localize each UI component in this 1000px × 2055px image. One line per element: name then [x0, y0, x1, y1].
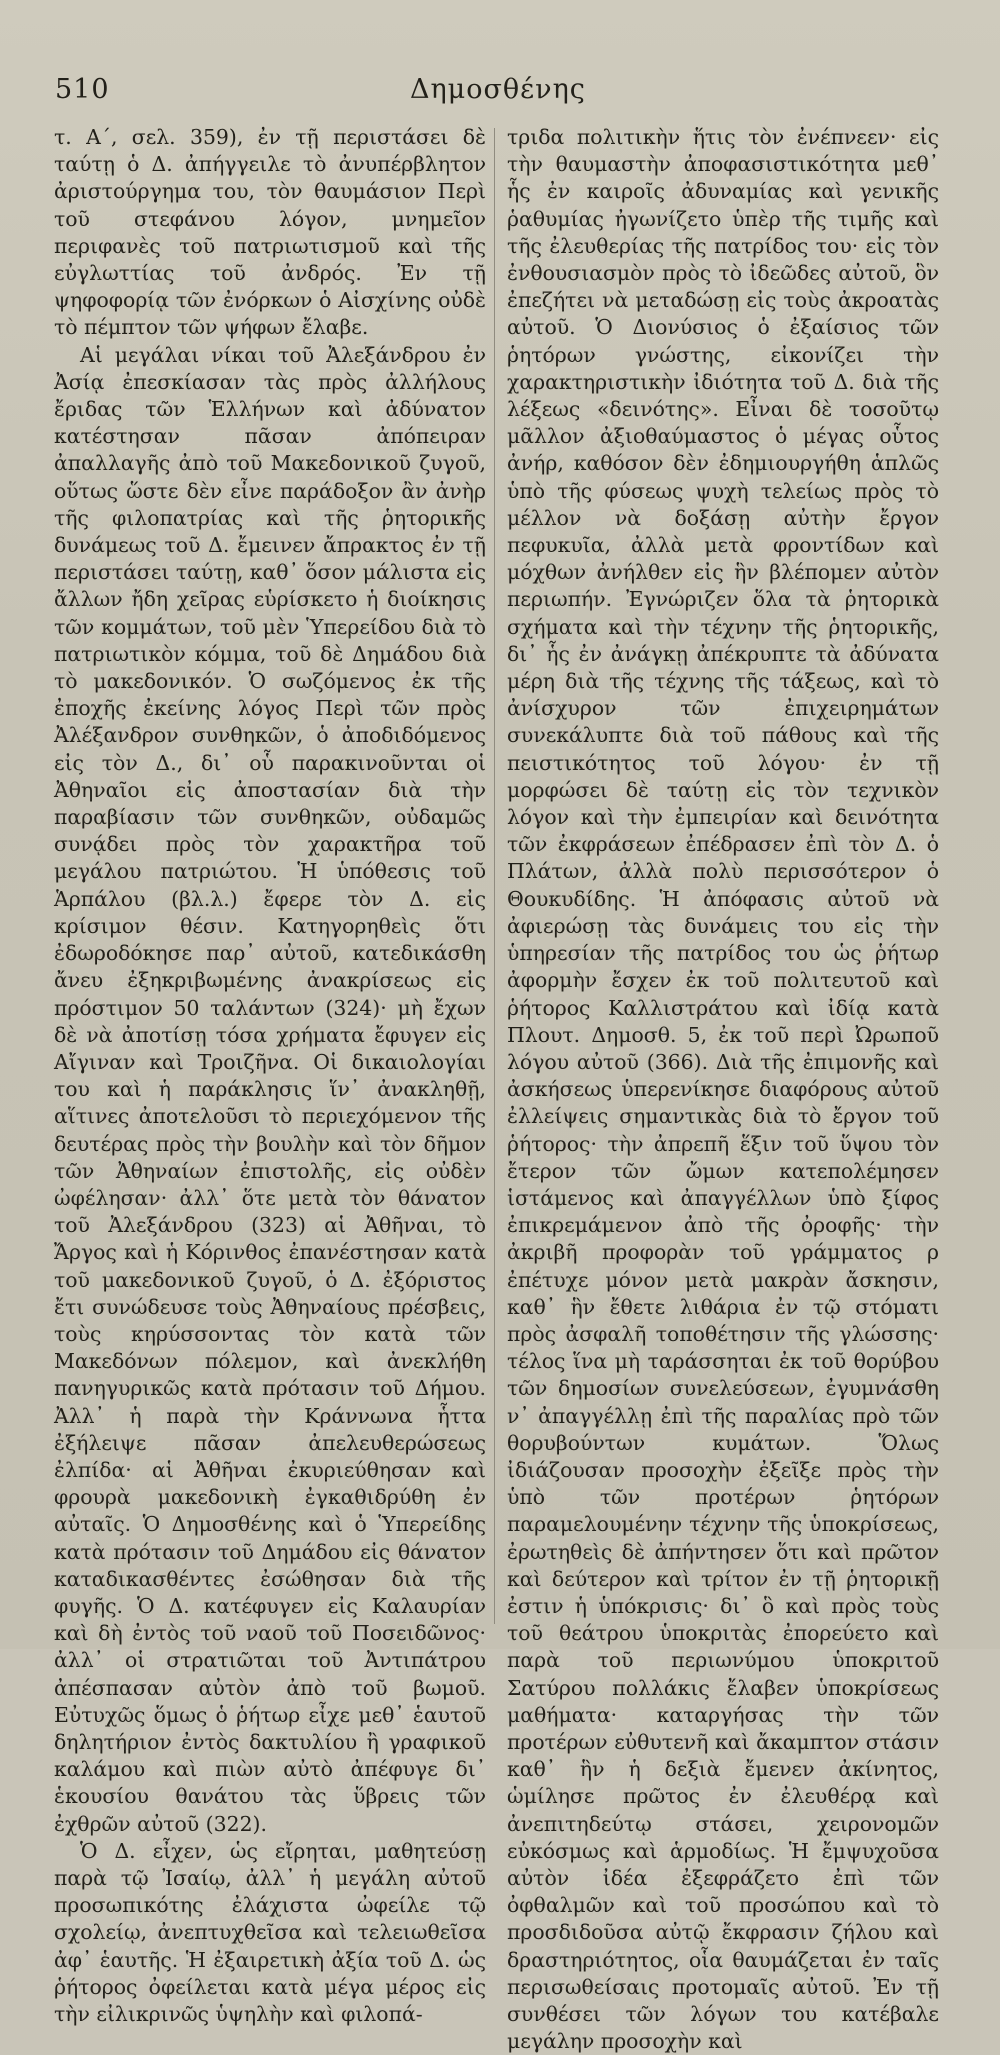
paragraph: τ. Α΄, σελ. 359), ἐν τῇ περιστάσει δὲ ταύτῃ ὁ Δ. ἀπήγγειλε τὸ ἀνυπέρβλητον ἀριστούργημα του, τὸν θαυμάσιον Περὶ τοῦ στεφάνου λόγον, μνημεῖον περιφανὲς τοῦ πατριωτισμοῦ καὶ τῆς εὐγλωττίας τοῦ ἀνδρός. Ἐν τῇ ψηφοφορίᾳ τῶν ἐνόρκων ὁ Αἰσχίνης οὐδὲ τὸ πέμπτον τῶν ψήφων ἔλαβε.	[54, 125, 486, 340]
paragraph: Ὁ Δ. εἶχεν, ὡς εἴρηται, μαθητεύσῃ παρὰ τῷ Ἰσαίῳ, ἀλλ᾽ ἡ μεγάλη αὐτοῦ προσωπικότης ἐλάχιστα ὠφείλε τῷ σχολείῳ, ἀνεπτυχθεῖσα καὶ τελειωθεῖσα ἀφ᾽ ἑαυτῆς. Ἡ ἐξαιρετικὴ ἀξία τοῦ Δ. ὡς ῥήτορος ὀφείλεται κατὰ μέγα μέρος εἰς τὴν εἰλικρινῶς ὑψηλὴν καὶ φιλοπά-	[54, 1838, 486, 2027]
page-header	[40, 66, 980, 110]
paragraph: τριδα πολιτικὴν ἥτις τὸν ἐνέπνεεν· εἰς τὴν θαυμαστὴν ἀποφασιστικότητα μεθ᾽ ἧς ἐν καιροῖς ἀδυναμίας καὶ γενικῆς ῥαθυμίας ἠγωνίζετο ὑπὲρ τῆς τιμῆς καὶ τῆς ἐλευθερίας τῆς πατρίδος του· εἰς τὸν ἐνθουσιασμὸν πρὸς τὸ ἰδεῶδες αὐτοῦ, ὃν ἐπεζήτει νὰ μεταδώσῃ εἰς τοὺς ἀκροατὰς αὐτοῦ. Ὁ Διονύσιος ὁ ἐξαίσιος τῶν ῥητόρων γνώστης, εἰκονίζει τὴν χαρακτηριστικὴν ἰδιότητα τοῦ Δ. διὰ τῆς λέξεως «δεινότης». Εἶναι δὲ τοσοῦτῳ μᾶλλον ἀξιοθαύμαστος ὁ μέγας οὗτος ἀνήρ, καθόσον δὲν ἐδημιουργήθη ἁπλῶς ὑπὸ τῆς φύσεως ψυχὴ τελείως πρὸς τὸ μέλλον νὰ δοξάσῃ αὐτὴν ἔργον πεφυκυῖα, ἀλλὰ μετὰ φροντίδων καὶ μόχθων ἀνήλθεν εἰς ἣν βλέπομεν αὐτὸν περιωπήν. Ἐγνώριζεν ὅλα τὰ ῥητορικὰ σχήματα καὶ τὴν τέχνην τῆς ῥητορικῆς, δι᾽ ἧς ἐν ἀνάγκῃ ἀπέκρυπτε τὰ ἀδύνατα μέρη διὰ τῆς τέχνης τῆς τάξεως, καὶ τὸ ἀνίσχυρον τῶν ἐπιχειρημάτων συνεκάλυπτε διὰ τοῦ πάθους καὶ τῆς πειστικότητος τοῦ λόγου· ἐν τῇ μορφώσει δὲ ταύτῃ εἰς τὸν τεχνικὸν λόγον καὶ τὴν ἐμπειρίαν καὶ δεινότητα τῶν ἐκφράσεων ἐπέδρασεν ἐπὶ τὸν Δ. ὁ Πλάτων, ἀλλὰ πολὺ περισσότερον ὁ Θουκυδίδης. Ἡ ἀπόφασις αὐτοῦ νὰ ἀφιερώσῃ τὰς δυνάμεις του εἰς τὴν ὑπηρεσίαν τῆς πατρίδος του ὡς ῥήτωρ ἀφορμὴν ἔσχεν ἐκ τοῦ πολιτευτοῦ καὶ ῥήτορος Καλλιστράτου καὶ ἰδίᾳ κατὰ Πλουτ. Δημοσθ. 5, ἐκ τοῦ περὶ Ὠρωποῦ λόγου αὐτοῦ (366). Διὰ τῆς ἐπιμονῆς καὶ ἀσκήσεως ὑπερενίκησε διαφόρους αὐτοῦ ἐλλείψεις σημαντικὰς διὰ τὸ ἔργον τοῦ ῥήτορος· τὴν ἀπρεπῆ ἕξιν τοῦ ὕψου τὸν ἔτερον τῶν ὤμων κατεπολέμησεν ἱστάμενος καὶ ἀπαγγέλλων ὑπὸ ξίφος ἐπικρεμάμενον ἀπὸ τῆς ὀροφῆς· τὴν ἀκριβῆ προφορὰν τοῦ γράμματος ρ ἐπέτυχε μόνον μετὰ μακρὰν ἄσκησιν, καθ᾽ ἣν ἔθετε λιθάρια ἐν τῷ στόματι πρὸς ἀσφαλῆ τοποθέτησιν τῆς γλώσσης· τέλος ἵνα μὴ ταράσσηται ἐκ τοῦ θορύβου τῶν δημοσίων συνελεύσεων, ἐγυμνάσθη ν᾽ ἀπαγγέλλῃ ἐπὶ τῆς παραλίας πρὸ τῶν θορυβούντων κυμάτων. Ὅλως ἰδιάζουσαν προσοχὴν ἐξεῖξε πρὸς τὴν ὑπὸ τῶν προτέρων ῥητόρων παραμελουμένην τέχνην τῆς ὑποκρίσεως, ἐρωτηθεὶς δὲ ἀπήντησεν ὅτι καὶ πρῶτον καὶ δεύτερον καὶ τρίτον ἐν τῇ ῥητορικῇ ἐστιν ἡ ὑπόκρισις· δι᾽ ὃ καὶ πρὸς τοὺς τοῦ θεάτρου ὑποκριτὰς ἐπορεύετο καὶ παρὰ τοῦ περιωνύμου ὑποκριτοῦ Σατύρου πολλάκις ἔλαβεν ὑποκρίσεως μαθήματα· καταργήσας τὴν τῶν προτέρων εὐθυτενῆ καὶ ἄκαμπτον στάσιν καθ᾽ ἣν ἡ δεξιὰ ἔμενεν ἀκίνητος, ὡμίλησε πρῶτος ἐν ἐλευθέρᾳ καὶ ἀνεπιτηδεύτῳ στάσει, χειρονομῶν εὐκόσμως καὶ ἁρμοδίως. Ἡ ἔμψυχοῦσα αὐτὸν ἰδέα ἐξεφράζετο ἐπὶ τῶν ὀφθαλμῶν καὶ τοῦ προσώπου καὶ τὸ προσδιδοῦσα αὐτῷ ἔκφρασιν ζήλου καὶ δραστηριότητος, οἷα θαυμάζεται ἐν ταῖς περισωθείσαις προτομαῖς αὐτοῦ. Ἐν τῇ συνθέσει τῶν λόγων του κατέβαλε μεγάλην προσοχὴν καὶ	[507, 125, 939, 2054]
paragraph: Αἱ μεγάλαι νίκαι τοῦ Ἀλεξάνδρου ἐν Ἀσίᾳ ἐπεσκίασαν τὰς πρὸς ἀλλήλους ἔριδας τῶν Ἑλλήνων καὶ ἀδύνατον κατέστησαν πᾶσαν ἀπόπειραν ἀπαλλαγῆς ἀπὸ τοῦ Μακεδονικοῦ ζυγοῦ, οὕτως ὥστε δὲν εἶνε παράδοξον ἂν ἀνὴρ τῆς φιλοπατρίας καὶ τῆς ῥητορικῆς δυνάμεως τοῦ Δ. ἔμεινεν ἄπρακτος ἐν τῇ περιστάσει ταύτῃ, καθ᾽ ὅσον μάλιστα εἰς ἄλλων ἤδη χεῖρας εὑρίσκετο ἡ διοίκησις τῶν κομμάτων, τοῦ μὲν Ὑπερείδου διὰ τὸ πατριωτικὸν κόμμα, τοῦ δὲ Δημάδου διὰ τὸ μακεδονικόν. Ὁ σωζόμενος ἐκ τῆς ἐποχῆς ἐκείνης λόγος Περὶ τῶν πρὸς Ἀλέξανδρον συνθηκῶν, ὁ ἀποδιδόμενος εἰς τὸν Δ., δι᾽ οὗ παρακινοῦνται οἱ Ἀθηναῖοι εἰς ἀποστασίαν διὰ τὴν παραβίασιν τῶν συνθηκῶν, οὐδαμῶς συνᾴδει πρὸς τὸν χαρακτῆρα τοῦ μεγάλου πατριώτου. Ἡ ὑπόθεσις τοῦ Ἁρπάλου (βλ.λ.) ἔφερε τὸν Δ. εἰς κρίσιμον θέσιν. Κατηγορηθεὶς ὅτι ἐδωροδόκησε παρ᾽ αὐτοῦ, κατεδικάσθη ἄνευ ἐξηκριβωμένης ἀνακρίσεως εἰς πρόστιμον 50 ταλάντων (324)· μὴ ἔχων δὲ νὰ ἀποτίσῃ τόσα χρήματα ἔφυγεν εἰς Αἴγιναν καὶ Τροιζῆνα. Οἱ δικαιολογίαι του καὶ ἡ παράκλησις ἵν᾽ ἀνακληθῇ, αἵτινες ἀποτελοῦσι τὸ περιεχόμενον τῆς δευτέρας πρὸς τὴν βουλὴν καὶ τὸν δῆμον τῶν Ἀθηναίων ἐπιστολῆς, εἰς οὐδὲν ὠφέλησαν· ἀλλ᾽ ὅτε μετὰ τὸν θάνατον τοῦ Ἀλεξάνδρου (323) αἱ Ἀθῆναι, τὸ Ἄργος καὶ ἡ Κόρινθος ἐπανέστησαν κατὰ τοῦ μακεδονικοῦ ζυγοῦ, ὁ Δ. ἐξόριστος ἔτι συνώδευσε τοὺς Ἀθηναίους πρέσβεις, τοὺς κηρύσσοντας τὸν κατὰ τῶν Μακεδόνων πόλεμον, καὶ ἀνεκλήθη πανηγυρικῶς κατὰ πρότασιν τοῦ Δήμου. Ἀλλ᾽ ἡ παρὰ τὴν Κράννωνα ἧττα ἐξήλειψε πᾶσαν ἀπελευθερώσεως ἐλπίδα· αἱ Ἀθῆναι ἐκυριεύθησαν καὶ φρουρὰ μακεδονικὴ ἐγκαθιδρύθη ἐν αὐταῖς. Ὁ Δημοσθένης καὶ ὁ Ὑπερείδης κατὰ πρότασιν τοῦ Δημάδου εἰς θάνατον καταδικασθέντες ἐσώθησαν διὰ τῆς φυγῆς. Ὁ Δ. κατέφυγεν εἰς Καλαυρίαν καὶ δὴ ἐντὸς τοῦ ναοῦ τοῦ Ποσειδῶνος· ἀλλ᾽ οἱ στρατιῶται τοῦ Ἀντιπάτρου ἀπέσπασαν αὐτὸν ἀπὸ τοῦ βωμοῦ. Εὐτυχῶς ὅμως ὁ ῥήτωρ εἶχε μεθ᾽ ἑαυτοῦ δηλητήριον ἐντὸς δακτυλίου ἢ γραφικοῦ καλάμου καὶ πιὼν αὐτὸ ἀπέφυγε δι᾽ ἑκουσίου θανάτου τὰς ὕβρεις τῶν ἐχθρῶν αὐτοῦ (322).	[54, 342, 486, 1836]
left-column	[54, 124, 486, 2027]
column-divider	[494, 128, 495, 1624]
page-number: 510	[55, 74, 110, 105]
right-column	[507, 124, 939, 2054]
running-title: Δημοσθένης	[410, 74, 586, 105]
